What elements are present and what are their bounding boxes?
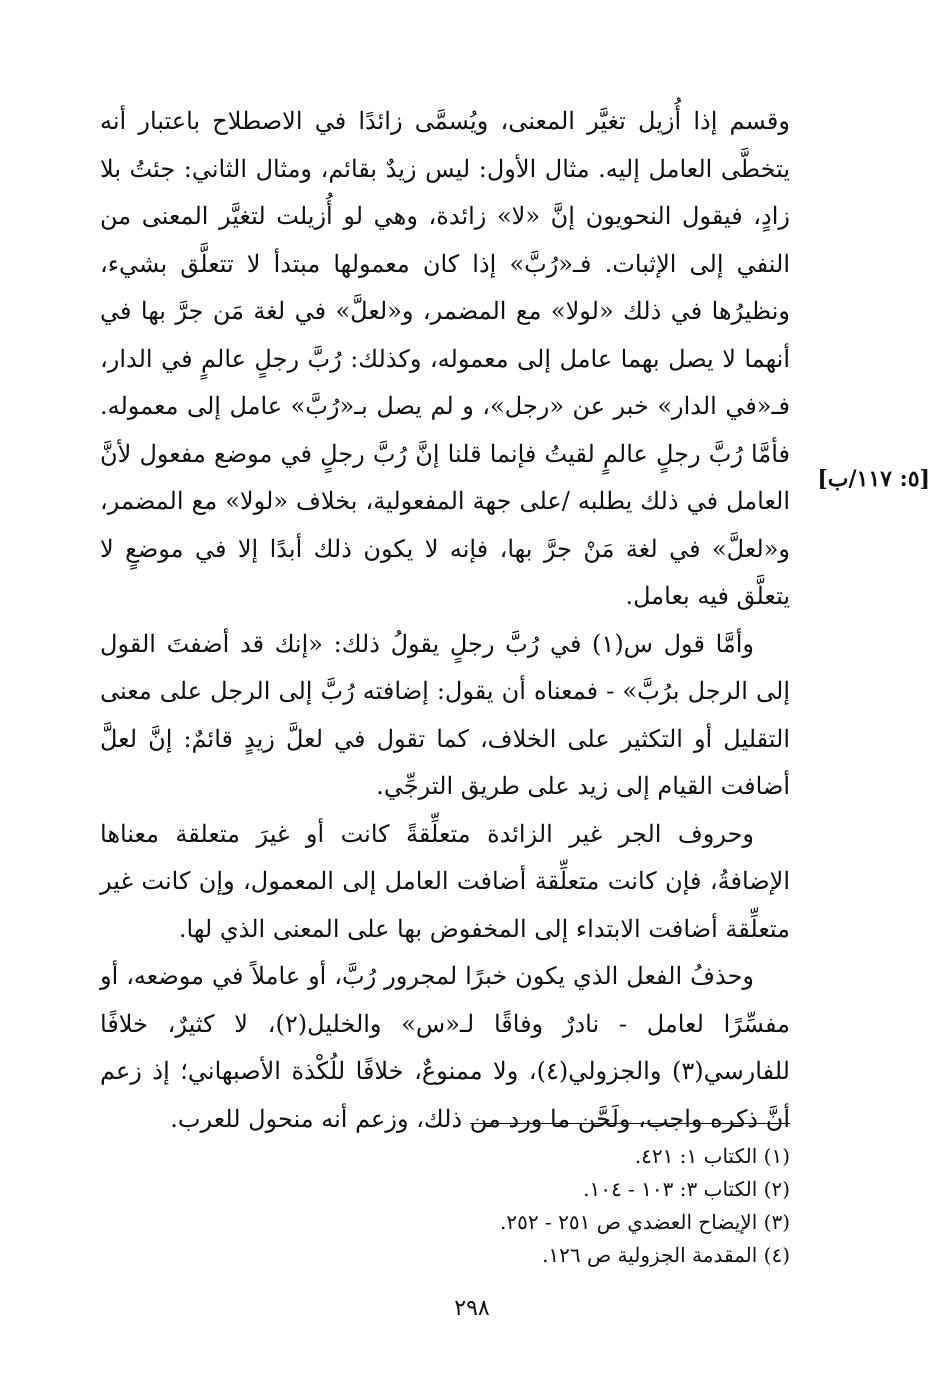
paragraph-1: وقسم إذا أُزيل تغيَّر المعنى، ويُسمَّى زائدًا في الاصطلاح باعتبار أنه يتخطَّى العامل إليه. مثال الأول: ليس زيدٌ بقائم، ومثال الثاني: جئتُ بلا زادٍ، فيقول النحويون إنَّ «لا» زائدة، وهي لو أُزيلت لتغيَّر المعنى من النفي إلى الإثبات. فـ«رُبَّ» إذا كان معمولها مبتدأ لا تتعلَّق بشيء، ونظيرُها في ذلك «لولا» مع المضمر، و«لعلَّ» في لغة مَن جرَّ بها في أنهما لا يصل بهما عامل إلى معموله، وكذلك: رُبَّ رجلٍ عالمٍ في الدار، فـ«في الدار» خبر عن «رجل»، و لم يصل بـ«رُبَّ» عامل إلى معموله. فأمَّا رُبَّ رجلٍ عالمٍ لقيتُ فإنما قلنا إنَّ رُبَّ رجلٍ في موضع مفعول لأنَّ العامل في ذلك يطلبه /على جهة المفعولية، بخلاف «لولا» مع المضمر، و«لعلَّ» في لغة مَنْ جرَّ بها، فإنه لا يكون ذلك أبدًا إلا في موضعٍ لا يتعلَّق فيه بعامل. <box>100 107 790 610</box>
footnote-2: (٢) الكتاب ٣: ١٠٣ - ١٠٤. <box>583 1177 790 1201</box>
footnote-separator <box>470 1123 790 1124</box>
footnote-3: (٣) الإيضاح العضدي ص ٢٥١ - ٢٥٢. <box>500 1210 790 1234</box>
main-text-body <box>100 98 790 1143</box>
paragraph-3: وحروف الجر غير الزائدة متعلِّقةً كانت أو غيرَ متعلقة معناها الإضافةُ، فإن كانت متعلِّقة أضافت العامل إلى المعمول، وإن كانت غير متعلِّقة أضافت الابتداء إلى المخفوض بها على المعنى الذي لها. <box>100 819 790 943</box>
footnote-4: (٤) المقدمة الجزولية ص ١٢٦. <box>542 1243 790 1267</box>
paragraph-2: وأمَّا قول س(١) في رُبَّ رجلٍ يقولُ ذلك: «إنك قد أضفتَ القول إلى الرجل برُبَّ» - فمعناه أن يقول: إضافته رُبَّ إلى الرجل على معنى التقليل أو التكثير على الخلاف، كما تقول في لعلَّ زيدٍ قائمٌ: إنَّ لعلَّ أضافت القيام إلى زيد على طريق الترجِّي. <box>100 629 790 800</box>
footnote-1: (١) الكتاب ١: ٤٢١. <box>634 1144 790 1168</box>
manuscript-folio-reference: [٥: ١١٧/ب] <box>817 466 930 492</box>
paragraph-4: وحذفُ الفعل الذي يكون خبرًا لمجرور رُبَّ، أو عاملاً في موضعه، أو مفسِّرًا لعامل - نادرٌ وفاقًا لـ«س» والخليل(٢)، لا كثيرٌ، خلافًا للفارسي(٣) والجزولي(٤)، ولا ممنوعٌ، خلافًا للُكْذة الأصبهاني؛ إذ زعم أنَّ ذكره واجب، ولَحَّن ما ورد من ذلك، وزعم أنه منحول للعرب. <box>100 962 790 1133</box>
footnotes <box>300 1140 790 1272</box>
page-number: ٢٩٨ <box>454 1296 490 1321</box>
